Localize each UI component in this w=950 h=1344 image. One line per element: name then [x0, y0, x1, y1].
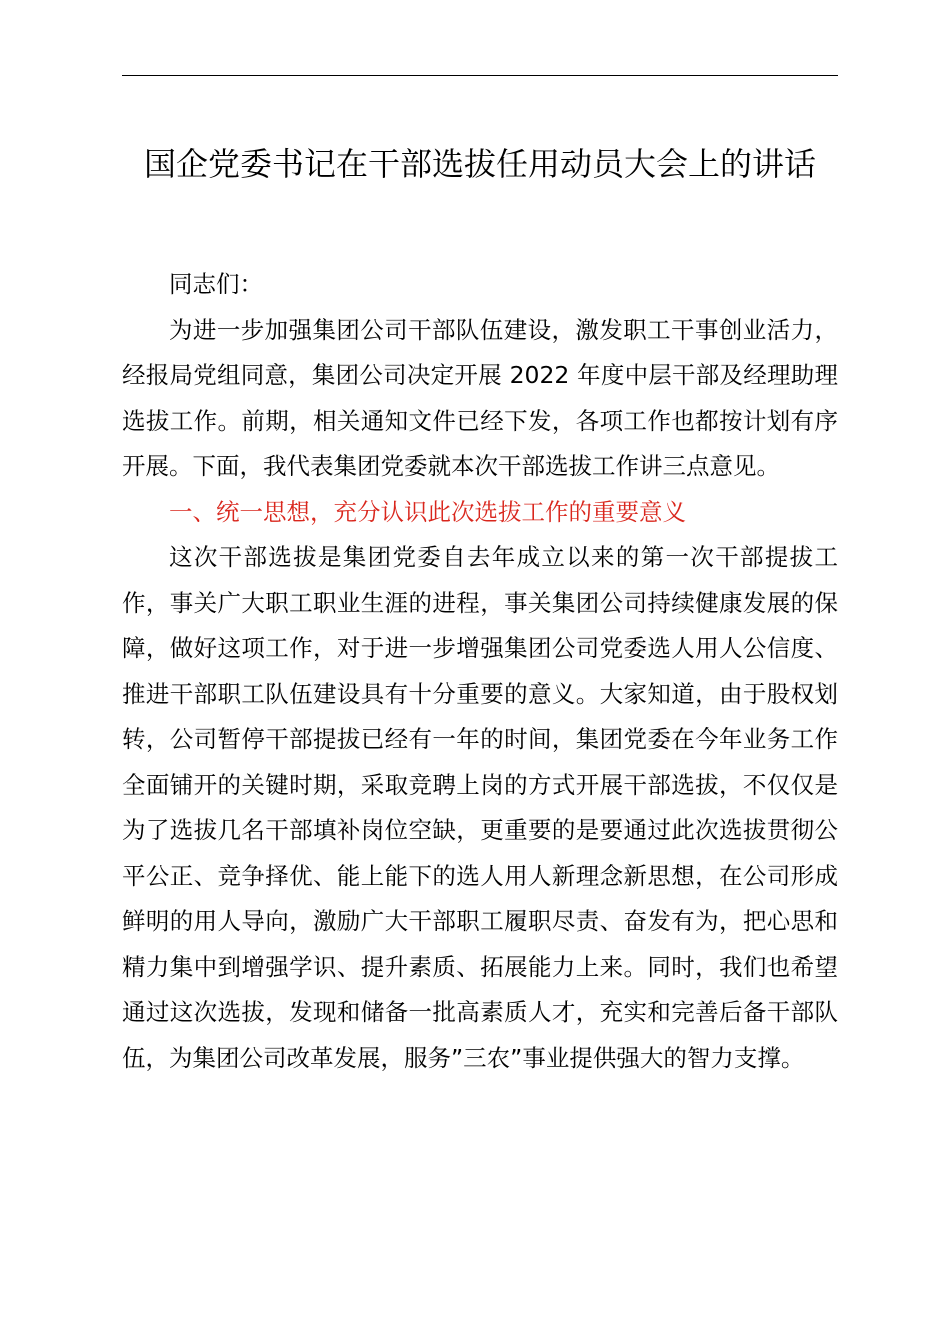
- page-title: 国企党委书记在干部选拔任用动员大会上的讲话: [143, 145, 816, 183]
- paragraph-body: 这次干部选拔是集团党委自去年成立以来的第一次干部提拔工作，事关广大职工职业生涯的进程，事关集团公司持续健康发展的保障，做好这项工作，对于进一步增强集团公司党委选人用人公信度、推进干部职工队伍建设具有十分重要的意义。大家知道，由于股权划转，公司暂停干部提拔已经有一年的时间，集团党委在今年业务工作全面铺开的关键时期，采取竞聘上岗的方式开展干部选拔，不仅仅是为了选拔几名干部填补岗位空缺，更重要的是要通过此次选拔贯彻公平公正、竞争择优、能上能下的选人用人新理念新思想，在公司形成鲜明的用人导向，激励广大干部职工履职尽责、奋发有为，把心思和精力集中到增强学识、提升素质、拓展能力上来。同时，我们也希望通过这次选拔，发现和储备一批高素质人才，充实和完善后备干部队伍，为集团公司改革发展，服务”三农”事业提供强大的智力支撑。: [122, 543, 838, 1072]
- header-rule: [122, 75, 838, 76]
- paragraph-intro: 为进一步加强集团公司干部队伍建设，激发职工干事创业活力，经报局党组同意，集团公司决定开展 2022 年度中层干部及经理助理选拔工作。前期，相关通知文件已经下发，各项工作也都按计划有序开展。下面，我代表集团党委就本次干部选拔工作讲三点意见。: [122, 315, 838, 480]
- section-heading: 一、统一思想，充分认识此次选拔工作的重要意义: [169, 497, 686, 526]
- document-body: [122, 262, 838, 1081]
- salutation: 同志们：: [169, 270, 263, 298]
